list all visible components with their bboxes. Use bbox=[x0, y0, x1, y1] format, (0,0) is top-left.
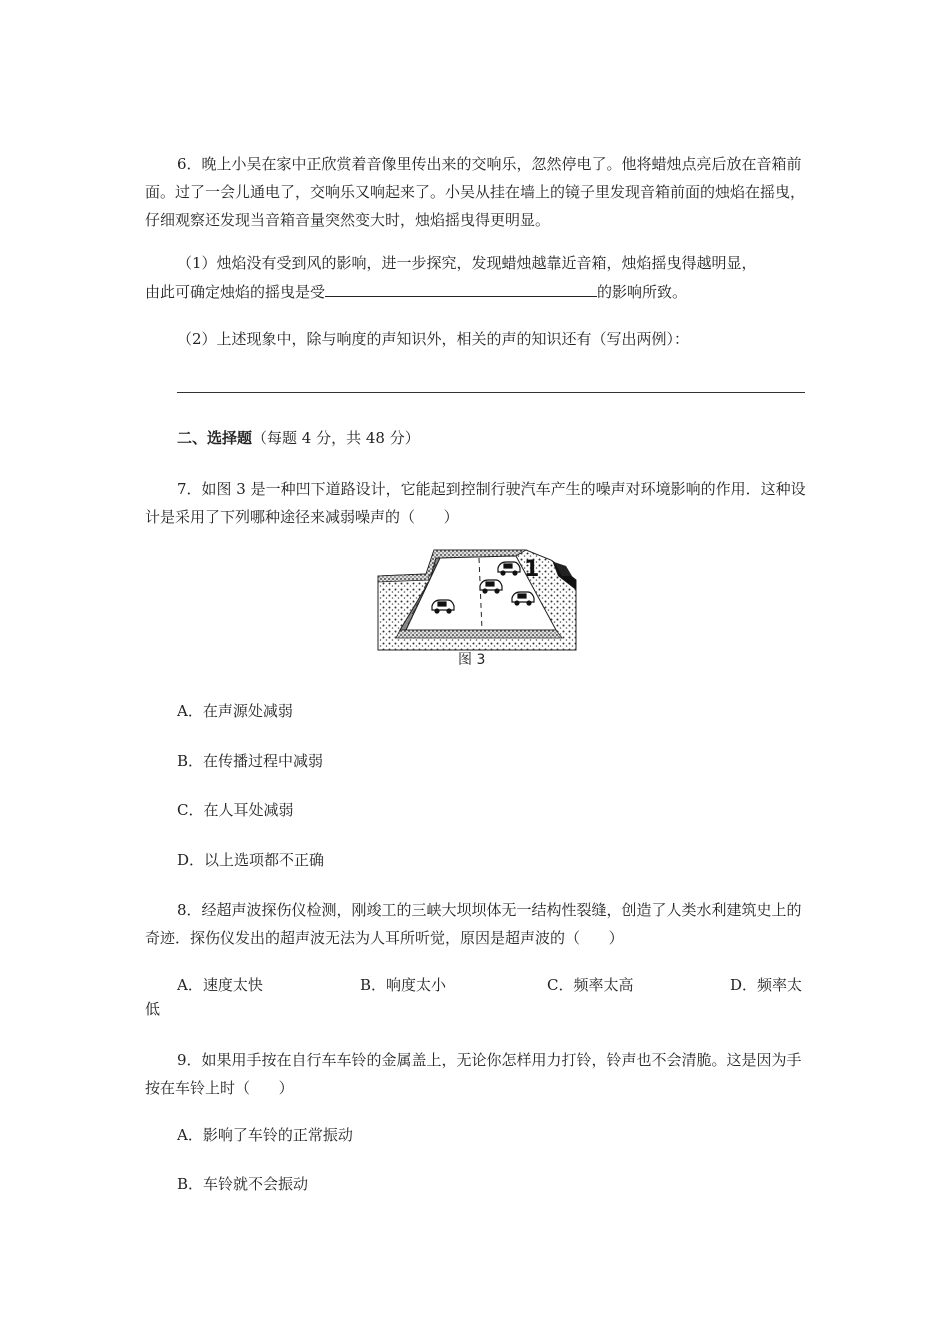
q8-stem: 8．经超声波探伤仪检测，刚竣工的三峡大坝坝体无一结构性裂缝，创造了人类水利建筑史上的奇迹．探伤仪发出的超声波无法为人耳所听觉，原因是超声波的（ ） bbox=[145, 901, 802, 947]
q6-sub1-line1: （1）烛焰没有受到风的影响，进一步探究，发现蜡烛越靠近音箱，烛焰摇曳得越明显， bbox=[177, 254, 757, 272]
sunken-road-figure bbox=[376, 546, 581, 666]
q6-sub2: （2）上述现象中，除与响度的声知识外，相关的声的知识还有（写出两例）： bbox=[177, 330, 690, 348]
q9-stem: 9．如果用手按在自行车车铃的金属盖上，无论你怎样用力打铃，铃声也不会清脆。这是因为手按在车铃上时（ ） bbox=[145, 1051, 802, 1097]
q8-option-c: C．频率太高 bbox=[547, 976, 634, 994]
q6-sub1-line2 bbox=[145, 280, 687, 303]
q7-stem: 7．如图 3 是一种凹下道路设计，它能起到控制行驶汽车产生的噪声对环境影响的作用．这种设计是采用了下列哪种途径来减弱噪声的（ ） bbox=[145, 480, 806, 526]
section-title: 二、选择题 bbox=[177, 429, 253, 447]
q8-option-d: D．频率太 bbox=[730, 976, 803, 994]
section-heading bbox=[177, 427, 420, 449]
q9-option-a: A．影响了车铃的正常振动 bbox=[177, 1126, 353, 1144]
q7-option-a: A．在声源处减弱 bbox=[177, 702, 293, 720]
figure-digit: 1 bbox=[524, 557, 540, 582]
q6-stem: 6．晚上小吴在家中正欣赏着音像里传出来的交响乐，忽然停电了。他将蜡烛点亮后放在音箱前面。过了一会儿通电了，交响乐又响起来了。小吴从挂在墙上的镜子里发现音箱前面的烛焰在摇曳，仔细观察还发现当音箱音量突然变大时，烛焰摇曳得更明显。 bbox=[145, 155, 806, 229]
q8-option-b: B．响度太小 bbox=[360, 976, 447, 994]
q6-answer-blank-2[interactable] bbox=[177, 392, 805, 393]
figure-caption: 图 3 bbox=[458, 652, 486, 668]
q7-option-b: B．在传播过程中减弱 bbox=[177, 752, 324, 770]
q7-option-c: C．在人耳处减弱 bbox=[177, 801, 294, 819]
q8-option-a: A．速度太快 bbox=[177, 976, 263, 994]
q9-option-b: B．车铃就不会振动 bbox=[177, 1175, 309, 1193]
q6-sub1-prefix: 由此可确定烛焰的摇曳是受 bbox=[145, 283, 326, 301]
q8-option-d-wrap: 低 bbox=[145, 1000, 161, 1018]
q6-answer-blank-1[interactable] bbox=[325, 280, 597, 297]
q6-sub1-suffix: 的影响所致。 bbox=[597, 283, 688, 301]
section-note: （每题 4 分，共 48 分） bbox=[252, 429, 420, 447]
q7-option-d: D．以上选项都不正确 bbox=[177, 851, 325, 869]
